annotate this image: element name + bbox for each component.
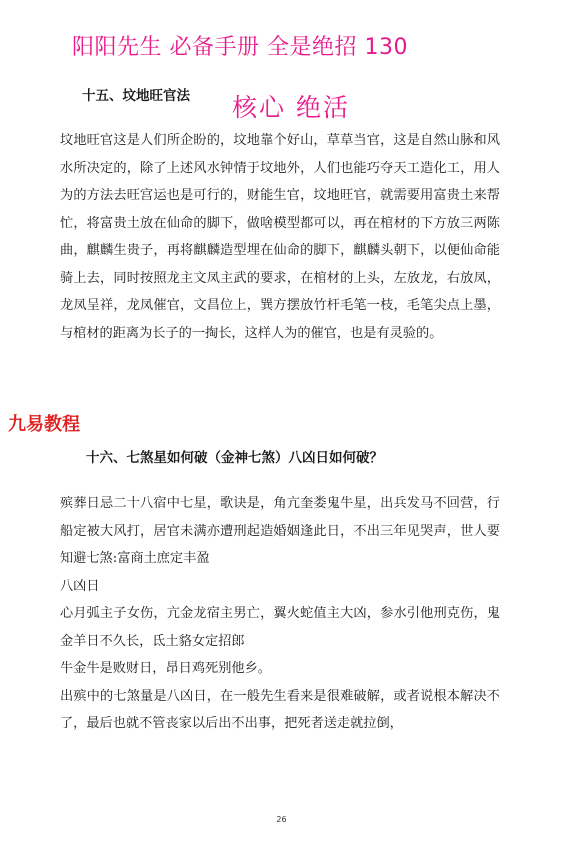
paragraph: 八凶日 — [60, 578, 100, 594]
page-number: 26 — [276, 815, 287, 824]
paragraph: 心月弧主子女伤，亢金龙宿主男亡，翼火蛇值主大凶，参水引他刑克伤，鬼金羊日不久长，氐土貉女定招郎 — [60, 606, 500, 649]
watermark-text: 九易教程 — [8, 414, 80, 435]
paragraph: 牛金牛是败财日，昂日鸡死别他乡。 — [60, 661, 271, 676]
section-15-body — [60, 127, 500, 347]
paragraph: 出殡中的七煞量是八凶日，在一般先生看来是很难破解，或者说根本解决不了，最后也就不管丧家以后出不出事，把死者送走就拉倒， — [60, 688, 500, 731]
section-16-body — [60, 490, 500, 738]
paragraph: 坟地旺官这是人们所企盼的，坟地靠个好山，草草当官，这是自然山脉和风水所决定的，除了上述风水钟情于坟地外，人们也能巧夺天工造化工，用人为的方法去旺宫运也是可行的，财能生官，坟地旺官，就需要用富贵土来帮忙，将富贵土放在仙命的脚下，做啥模型都可以，再在棺材的下方放三两陈曲，麒麟生贵子，再将麒麟造型埋在仙命的脚下，麒麟头朝下，以便仙命能骑上去，同时按照龙主文凤主武的要求，在棺材的上头，左放龙，右放凤，龙凤呈祥，龙凤催官，文昌位上，巽方摆放竹杆毛笔一枝，毛笔尖点上墨，与棺材的距离为长子的一掏长，这样人为的催官，也是有灵验的。 — [60, 133, 500, 341]
promo-banner-subtitle: 核心 绝活 — [232, 93, 350, 122]
promo-banner-title: 阳阳先生 必备手册 全是绝招 130 — [72, 35, 408, 60]
section-16-heading: 十六、七煞星如何破（金神七煞）八凶日如何破？ — [86, 450, 383, 466]
section-15-heading: 十五、坟地旺官法 — [82, 88, 190, 104]
paragraph: 殡葬日忌二十八宿中七星，歌诀是，角亢奎娄鬼牛星，出兵发马不回营，行船定被大风打，居官未满亦遭刑起造婚姻逢此日，不出三年见哭声，世人要知避七煞:富商土庶定丰盈 — [60, 496, 500, 566]
